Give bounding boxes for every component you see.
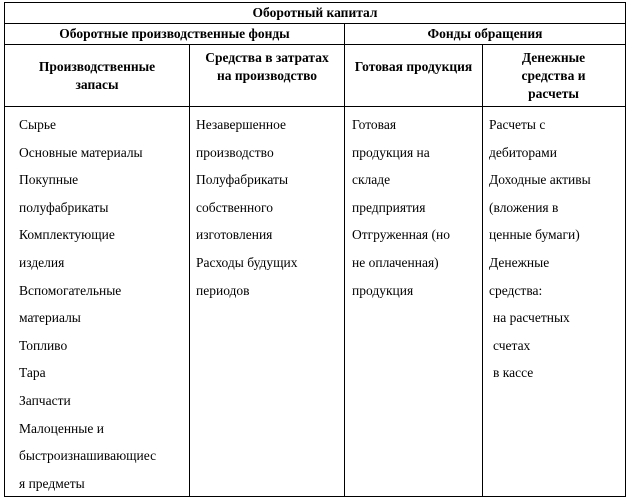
col-cash-and-settlements <box>489 111 623 387</box>
header-cash-and-settlements: Денежные средства и расчеты <box>521 50 586 101</box>
list-item: Топливо <box>19 337 68 353</box>
list-item: продукция <box>352 282 414 298</box>
title-divider <box>5 23 625 24</box>
list-item: счетах <box>493 337 531 353</box>
list-item: (вложения в <box>489 199 559 215</box>
list-item: не оплаченная) <box>352 254 439 270</box>
list-item: продукция на <box>352 144 430 160</box>
col-divider-2 <box>344 23 345 496</box>
list-item: материалы <box>19 310 81 326</box>
table-title: Оборотный капитал <box>252 5 378 20</box>
list-item: предприятия <box>352 199 426 215</box>
list-item: ценные бумаги) <box>489 227 580 243</box>
list-item: дебиторами <box>489 144 557 160</box>
list-item: Расчеты с <box>489 117 546 132</box>
list-item: полуфабрикаты <box>19 199 109 215</box>
list-item: Денежные <box>489 254 550 270</box>
col-divider-1 <box>189 44 190 496</box>
group-header-circulation-funds: Фонды обращения <box>427 26 543 41</box>
list-item: на расчетных <box>493 310 570 326</box>
list-item: Основные материалы <box>19 144 143 160</box>
list-item: Незавершенное <box>196 117 287 132</box>
list-item: Вспомогательные <box>19 282 122 298</box>
list-item: периодов <box>196 282 250 298</box>
list-item: изделия <box>19 254 65 270</box>
header-divider <box>5 106 625 107</box>
list-item: Тара <box>19 365 46 381</box>
list-item: Готовая <box>352 117 397 132</box>
list-item: Комплектующие <box>19 227 115 243</box>
list-item: Сырье <box>19 117 56 132</box>
list-item: изготовления <box>196 227 273 243</box>
list-item: производство <box>196 144 274 160</box>
header-production-costs: Средства в затратах на производство <box>205 50 329 83</box>
working-capital-table <box>4 2 626 497</box>
header-finished-goods: Готовая продукция <box>354 59 473 74</box>
list-item: средства: <box>489 282 543 298</box>
group-divider <box>5 44 625 45</box>
list-item: я предметы <box>19 475 85 491</box>
col-production-costs <box>196 111 342 304</box>
list-item: в кассе <box>493 365 534 381</box>
list-item: Запчасти <box>19 392 71 408</box>
list-item: Малоценные и <box>19 420 104 436</box>
list-item: Покупные <box>19 172 79 188</box>
col-divider-3 <box>482 44 483 496</box>
list-item: собственного <box>196 199 273 215</box>
col-finished-goods <box>352 111 480 304</box>
list-item: Отгруженная (но <box>352 227 450 243</box>
header-production-stocks: Производственные запасы <box>38 59 156 92</box>
list-item: Доходные активы <box>489 172 591 188</box>
group-header-production-funds: Оборотные производственные фонды <box>59 26 290 41</box>
list-item: Полуфабрикаты <box>196 172 289 188</box>
list-item: быстроизнашивающиес <box>19 448 157 464</box>
list-item: Расходы будущих <box>196 254 298 270</box>
list-item: складе <box>352 172 391 188</box>
col-production-stocks <box>19 111 187 497</box>
